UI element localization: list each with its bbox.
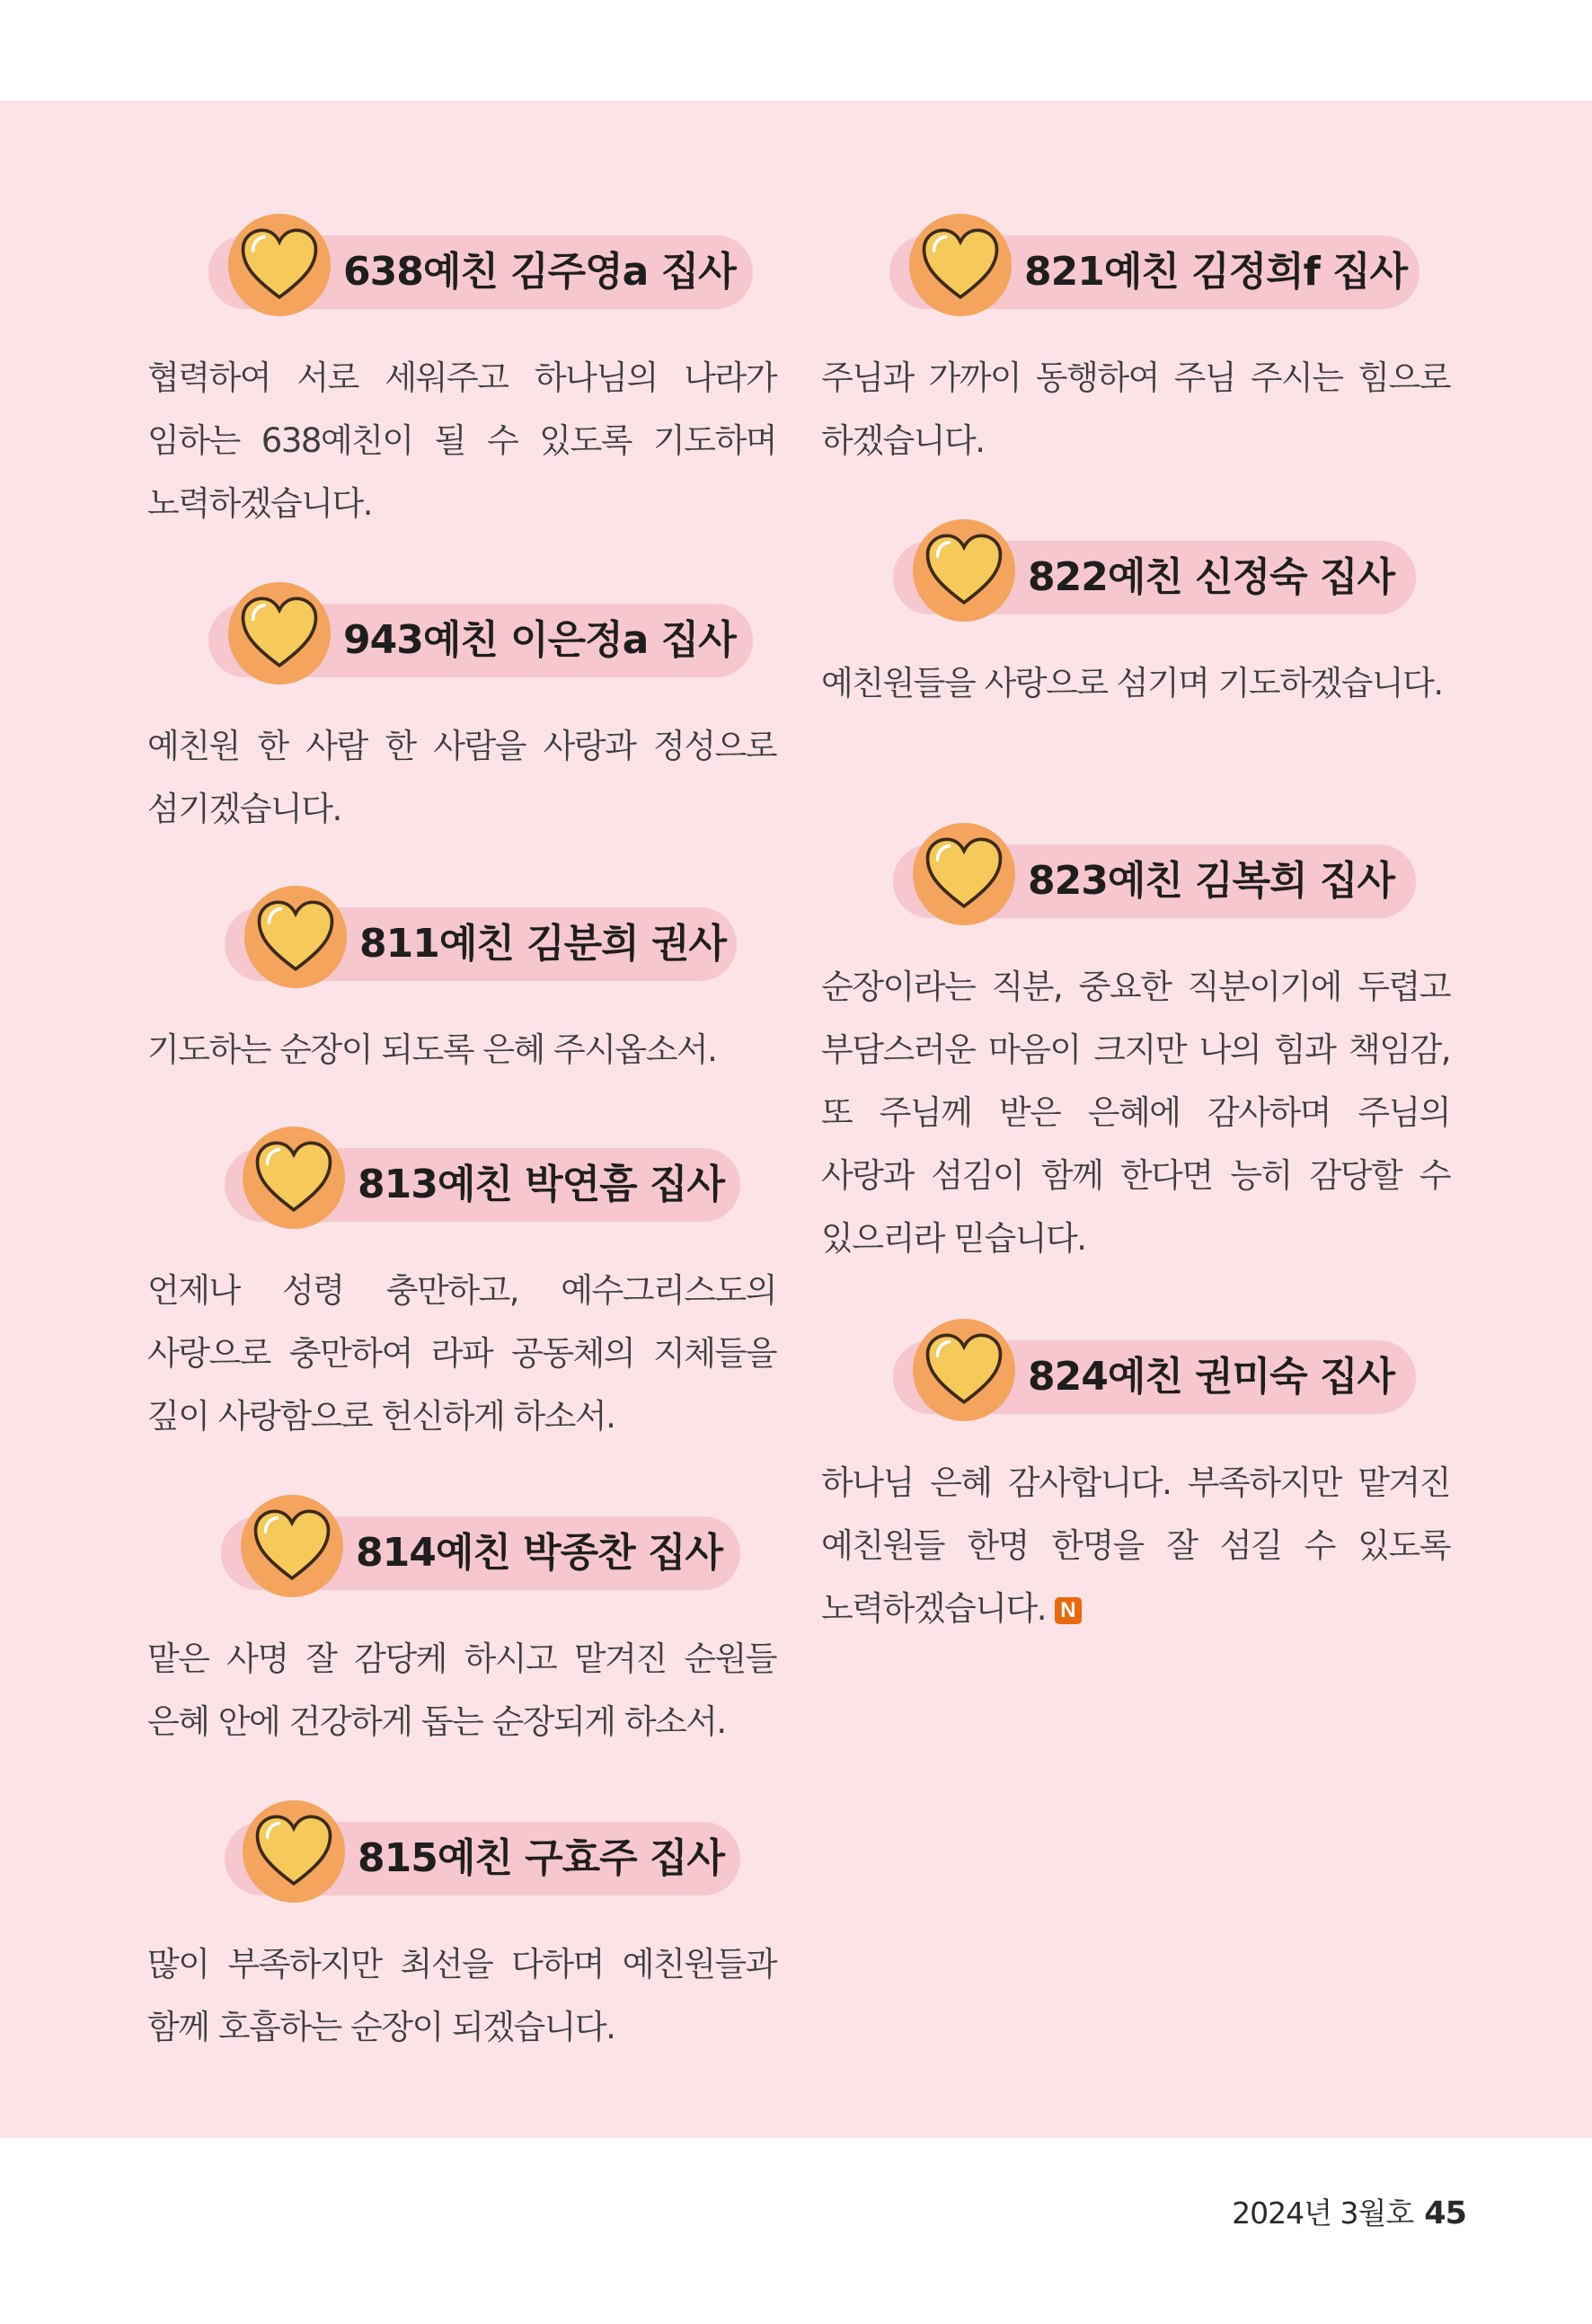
- entry-heading: [147, 1798, 776, 1903]
- entry-title: 824예친 권미숙 집사: [1028, 1354, 1395, 1400]
- entry-943: [147, 580, 776, 841]
- entry-heading: [147, 212, 776, 316]
- entry-title: 814예친 박종찬 집사: [356, 1530, 723, 1576]
- issue-label: 2024년 3월호: [1232, 2196, 1414, 2231]
- entry-title: 943예친 이은정a 집사: [343, 617, 736, 663]
- heart-icon: [913, 823, 1015, 925]
- heart-icon: [243, 1127, 345, 1229]
- entry-title: 813예친 박연흠 집사: [358, 1162, 725, 1207]
- entry-body-text: 하나님 은혜 감사합니다. 부족하지만 맡겨진 예친원들 한명 한명을 잘 섬길 수 있도록 노력하겠습니다.: [821, 1463, 1450, 1628]
- entry-title: 822예친 신정숙 집사: [1028, 554, 1395, 600]
- entry-body: 협력하여 서로 세워주고 하나님의 나라가 임하는 638예친이 될 수 있도록 기도하며 노력하겠습니다.: [147, 358, 776, 523]
- entry-638: [147, 212, 776, 535]
- entry-heading: [147, 884, 776, 988]
- entry-title: 638예친 김주영a 집사: [343, 249, 736, 295]
- entry-824: [821, 1317, 1450, 1640]
- entry-815: [147, 1798, 776, 2059]
- heart-icon: [244, 886, 347, 988]
- entry-heading: [821, 212, 1450, 316]
- entry-823: [821, 821, 1450, 1270]
- entry-title: 811예친 김분희 권사: [359, 921, 727, 967]
- page-number: 45: [1424, 2196, 1466, 2231]
- entry-body: 많이 부족하지만 최선을 다하며 예친원들과 함께 호흡하는 순장이 되겠습니다.: [147, 1945, 776, 2046]
- entry-heading: [147, 580, 776, 685]
- entry-title: 821예친 김정희f 집사: [1024, 249, 1408, 295]
- heart-icon: [228, 582, 331, 685]
- entry-title: 815예친 구효주 집사: [358, 1835, 725, 1881]
- heart-icon: [909, 214, 1012, 316]
- entry-body: 순장이라는 직분, 중요한 직분이기에 두렵고 부담스러운 마음이 크지만 나의 힘과 책임감, 또 주님께 받은 은혜에 감사하며 주님의 사랑과 섬김이 함께 한다면 능히 감당할 수 있으리라 믿습니다.: [821, 968, 1450, 1258]
- page-footer: [1232, 2190, 1466, 2232]
- end-mark-icon: N: [1055, 1597, 1082, 1624]
- entry-body: 예친원 한 사람 한 사람을 사랑과 정성으로 섬기겠습니다.: [147, 727, 776, 828]
- entry-813: [147, 1125, 776, 1448]
- entry-822: [821, 517, 1450, 715]
- entry-heading: [147, 1125, 776, 1229]
- entry-body: 언제나 성령 충만하고, 예수그리스도의 사랑으로 충만하여 라파 공동체의 지체들을 깊이 사랑함으로 헌신하게 하소서.: [147, 1271, 776, 1436]
- entry-body: [821, 1452, 1450, 1640]
- heart-icon: [913, 519, 1015, 622]
- entry-heading: [821, 1317, 1450, 1421]
- entry-body: 주님과 가까이 동행하여 주님 주시는 힘으로 하겠습니다.: [821, 358, 1450, 460]
- entry-heading: [821, 821, 1450, 925]
- entry-heading: [821, 517, 1450, 622]
- entry-title: 823예친 김복희 집사: [1028, 858, 1395, 904]
- entry-821: [821, 212, 1450, 473]
- entry-811: [147, 884, 776, 1082]
- entry-body: 기도하는 순장이 되도록 은혜 주시옵소서.: [147, 1030, 717, 1069]
- heart-icon: [913, 1319, 1015, 1421]
- heart-icon: [243, 1800, 345, 1903]
- entry-814: [147, 1493, 776, 1754]
- entry-body: 맡은 사명 잘 감당케 하시고 맡겨진 순원들 은혜 안에 건강하게 돕는 순장되게 하소서.: [147, 1639, 776, 1741]
- entry-body: 예친원들을 사랑으로 섬기며 기도하겠습니다.: [821, 664, 1443, 703]
- heart-icon: [241, 1495, 343, 1597]
- entry-heading: [147, 1493, 776, 1597]
- heart-icon: [228, 214, 331, 316]
